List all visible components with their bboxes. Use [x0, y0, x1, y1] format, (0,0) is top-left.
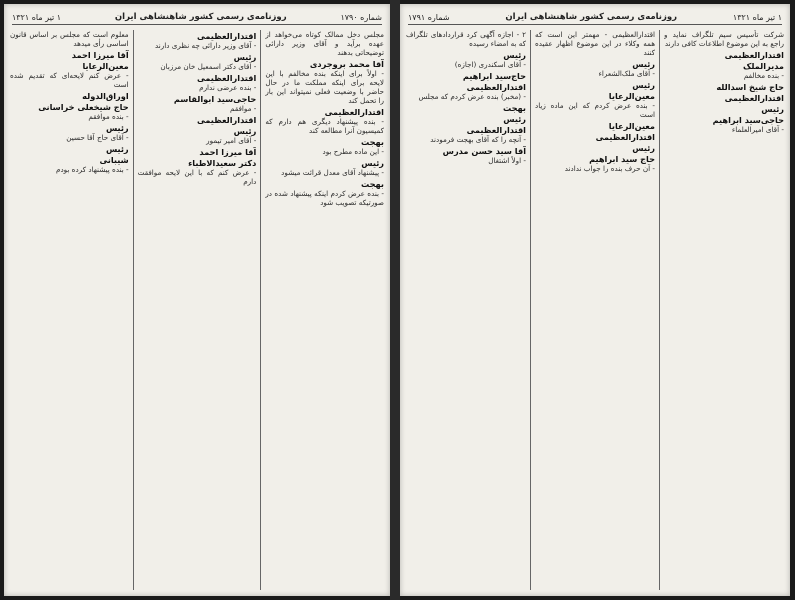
right-header-title: روزنامه‌ی رسمی کشور شاهنشاهی ایران	[505, 12, 678, 22]
speaker-name: رئیس	[105, 144, 129, 154]
paragraph-text: اقتدارالعظیمی - مهمتر این است که همه وکلاء در این موضوع اظهار عقیده کنند	[535, 30, 655, 57]
right-running-header	[408, 10, 782, 25]
paragraph-text: معلوم است که مجلس بر اساس قانون اساسی رأی میدهد	[9, 30, 129, 48]
speaker-name: رئیس	[233, 126, 257, 136]
paragraph-text: - آقای وزیر دارائی چه نظری دارند	[154, 41, 257, 50]
speaker-name: حاجی‌سید ابراهیم	[712, 115, 784, 125]
speaker-name: رئیس	[503, 50, 526, 60]
right-column-2	[535, 30, 655, 590]
paragraph-text: - آقای امیر تیمور	[206, 136, 257, 145]
left-column-rule	[260, 30, 261, 590]
paragraph-text: - آقای ملک‌الشعراء	[598, 69, 655, 78]
right-page	[400, 4, 790, 596]
paragraph-text: - بنده عرض کردم که این ماده زیاد است	[535, 101, 655, 119]
left-page	[4, 4, 390, 596]
paragraph-text: - عرض کنم لایحه‌ای که تقدیم شده است	[9, 71, 129, 89]
speaker-name: اقتدارالعظیمی	[196, 73, 257, 83]
speaker-name: آقا سید حسن مدرس	[442, 146, 526, 156]
speaker-name: دکتر سعیدالاطباء	[188, 158, 257, 168]
paragraph-text: - آقای دکتر اسمعیل خان مرزبان	[160, 62, 257, 71]
speaker-name: معین‌الرعایا	[608, 121, 655, 131]
paragraph-text: - (مخبر) بنده عرض کردم که مجلس	[418, 92, 526, 101]
paragraph-text: - عرض کنم که با این لایحه موافقت دارم	[137, 168, 257, 186]
paragraph-text: - آن حرف بنده را جواب ندادند	[564, 164, 655, 173]
speaker-name: اقتدارالعظیمی	[324, 107, 384, 117]
paragraph-text: - بنده پیشنهاد کرده بودم	[56, 165, 129, 174]
speaker-name: بهجت	[502, 103, 526, 113]
left-column-1	[265, 30, 384, 590]
left-column-2	[138, 30, 257, 590]
left-header-title: روزنامه‌ی رسمی کشور شاهنشاهی ایران	[114, 12, 287, 22]
speaker-name: رئیس	[503, 114, 526, 124]
speaker-name: اقتدارالعظیمی	[196, 31, 257, 41]
left-page-columns	[10, 30, 384, 590]
speaker-name: رئیس	[632, 80, 655, 90]
paragraph-text: - بنده مخالفم	[743, 71, 784, 80]
paragraph-text: - اولاً اشتغال	[488, 156, 526, 165]
left-column-rule	[133, 30, 134, 590]
right-header-date: ۱ تیر ماه ۱۳۲۱	[732, 12, 782, 22]
speaker-name: حاجی‌سید ابوالقاسم	[173, 94, 257, 104]
paragraph-text: - بنده پیشنهاد دیگری هم دارم که کمیسیون آنرا مطالعه کند	[265, 117, 384, 135]
speaker-name: رئیس	[632, 59, 655, 69]
paragraph-text: - آقای اسکندری (اجازه)	[454, 60, 526, 69]
speaker-name: آقا محمد بروجردی	[309, 59, 384, 69]
speaker-name: آقا میرزا احمد	[199, 147, 257, 157]
speaker-name: اقتدارالعظیمی	[466, 82, 526, 92]
paragraph-text: - این ماده مطرح بود	[322, 147, 384, 156]
speaker-name: رئیس	[233, 52, 257, 62]
speaker-name: معین‌الرعایا	[82, 61, 129, 71]
speaker-name: حاج سید ابراهیم	[589, 154, 655, 164]
left-column-3	[10, 30, 129, 590]
right-page-columns	[406, 30, 784, 590]
paragraph-text: - آقای حاج آقا حسین	[66, 133, 129, 142]
left-running-header	[12, 10, 382, 25]
paragraph-text: - پیشنهاد آقای معدل قرائت میشود	[281, 168, 384, 177]
speaker-name: معین‌الرعایا	[608, 91, 655, 101]
paragraph-text: - آنچه را که آقای بهجت فرمودند	[430, 135, 526, 144]
speaker-name: بهجت	[360, 137, 384, 147]
speaker-name: اقتدارالعظیمی	[466, 125, 526, 135]
speaker-name: آقا میرزا احمد	[71, 50, 129, 60]
speaker-name: اوراق‌الدوله	[82, 91, 129, 101]
right-header-number: شماره ۱۷۹۱	[408, 12, 450, 22]
paragraph-text: - آقای امیرالعلماء	[731, 125, 784, 134]
right-column-3	[406, 30, 526, 590]
paragraph-text: - اولاً برای اینکه بنده مخالفم با این لایحه برای اینکه مملکت ما در حال حاضر با وضعیت فعلی نمیتواند این بار را تحمل کند	[265, 69, 384, 105]
speaker-name: رئیس	[761, 104, 784, 114]
speaker-name: حاج‌سید ابراهیم	[462, 71, 526, 81]
speaker-name: شیبانی	[99, 155, 129, 165]
speaker-name: رئیس	[105, 123, 129, 133]
speaker-name: رئیس	[361, 158, 384, 168]
paragraph-text: - بنده عرضی ندارم	[199, 83, 257, 92]
speaker-name: رئیس	[632, 143, 655, 153]
speaker-name: حاج شیخعلی خراسانی	[38, 102, 129, 112]
right-column-rule	[659, 30, 660, 590]
paragraph-text: - بنده موافقم	[88, 112, 129, 121]
paragraph-text: مجلس دخل ممالک کوتاه می‌خواهد از عهده برآید و آقای وزیر دارائی توضیحاتی بدهند	[265, 30, 384, 57]
speaker-name: بهجت	[360, 179, 384, 189]
paragraph-text: - موافقم	[230, 104, 257, 113]
paragraph-text: - بنده عرض کردم اینکه پیشنهاد شده در صورتیکه تصویب شود	[265, 189, 384, 207]
speaker-name: اقتدارالعظیمی	[724, 93, 784, 103]
speaker-name: اقتدارالعظیمی	[196, 115, 257, 125]
left-header-date: ۱ تیر ماه ۱۳۲۱	[12, 12, 62, 22]
book-gutter	[390, 0, 400, 600]
speaker-name: مدیرالملک	[742, 61, 784, 71]
right-column-rule	[530, 30, 531, 590]
right-column-1	[664, 30, 784, 590]
speaker-name: حاج شیخ اسدالله	[716, 82, 784, 92]
paragraph-text: ۲ - اجازه آگهی کرد قراردادهای تلگراف که به امضاء رسیده	[406, 30, 526, 48]
left-header-number: شماره ۱۷۹۰	[340, 12, 382, 22]
speaker-name: اقتدارالعظیمی	[595, 132, 655, 142]
speaker-name: اقتدارالعظیمی	[724, 50, 784, 60]
paragraph-text: شرکت تأسیس سیم تلگراف نماید و راجع به این موضوع اطلاعات کافی دارند	[664, 30, 784, 48]
